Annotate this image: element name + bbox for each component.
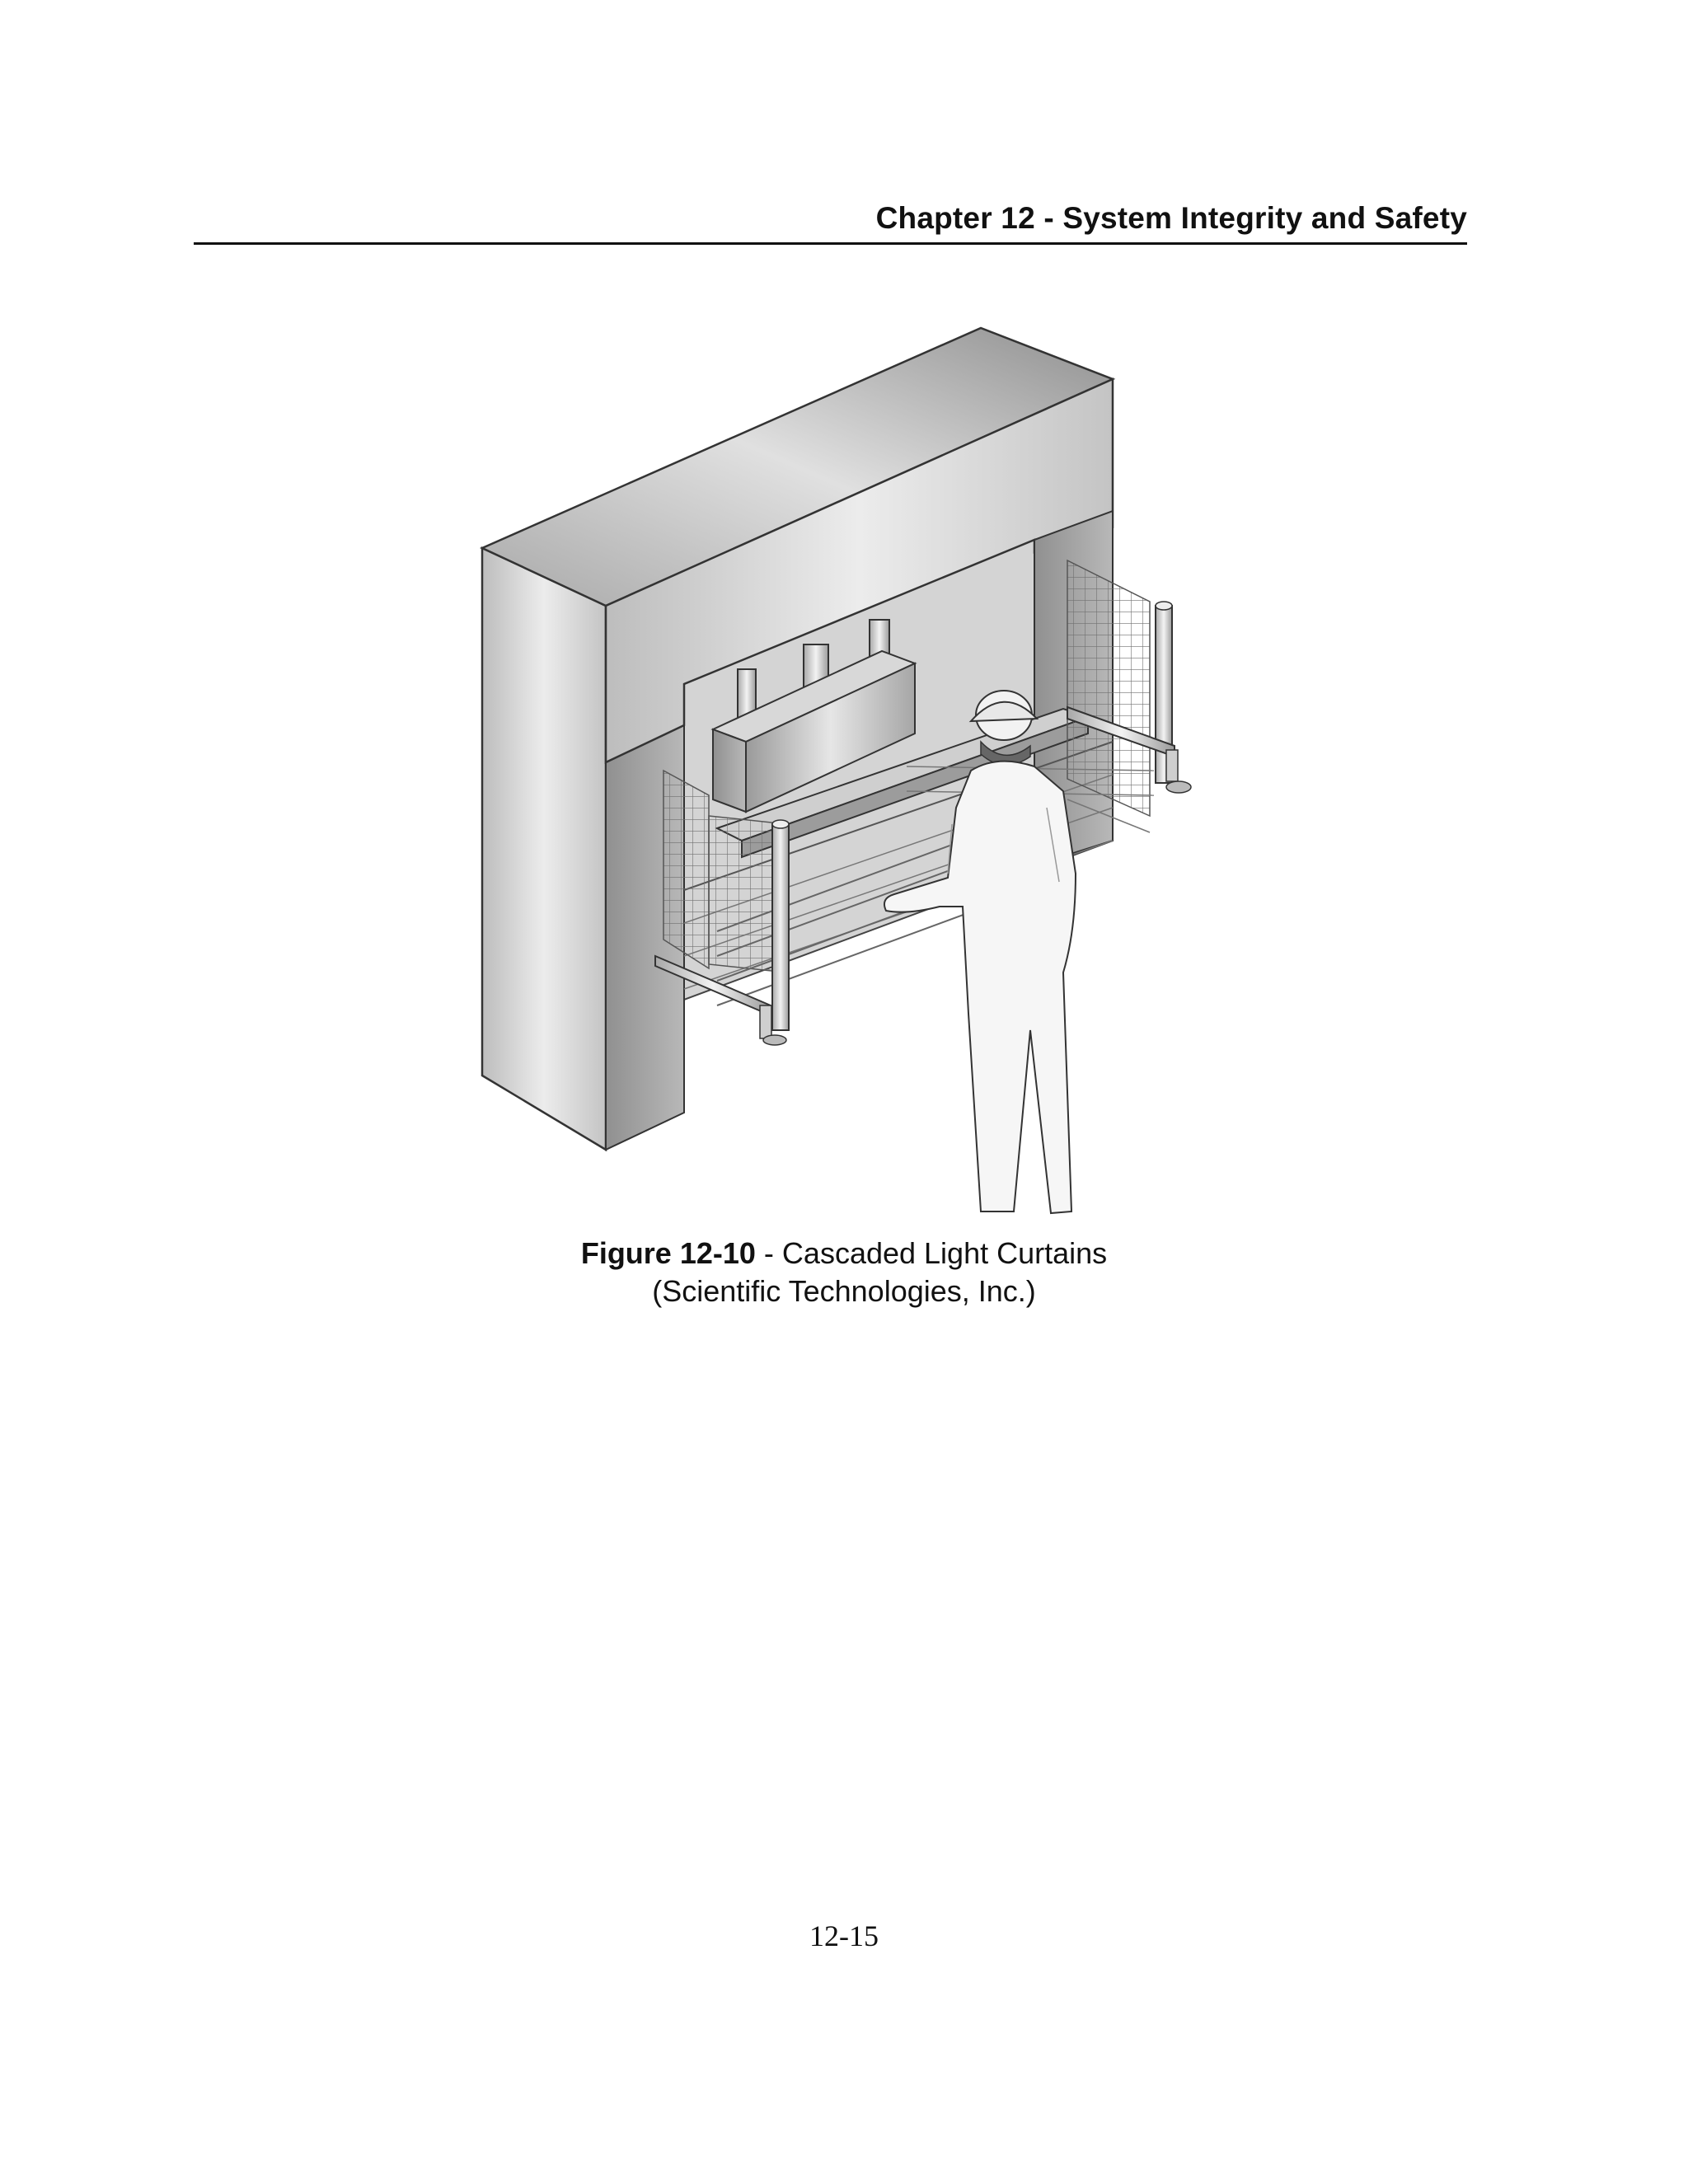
figure-title: Cascaded Light Curtains [781, 1236, 1108, 1270]
figure-label: Figure 12-10 [580, 1236, 756, 1270]
chapter-title: Chapter 12 - System Integrity and Safety [875, 201, 1467, 235]
figure-source: (Scientific Technologies, Inc.) [652, 1274, 1036, 1308]
figure-separator: - [755, 1236, 782, 1270]
figure-caption-line1 [0, 1235, 1688, 1272]
page-number: 12-15 [809, 1919, 879, 1952]
figure-illustration [462, 321, 1220, 1228]
page-header [194, 196, 1467, 245]
figure-caption [0, 1235, 1688, 1310]
